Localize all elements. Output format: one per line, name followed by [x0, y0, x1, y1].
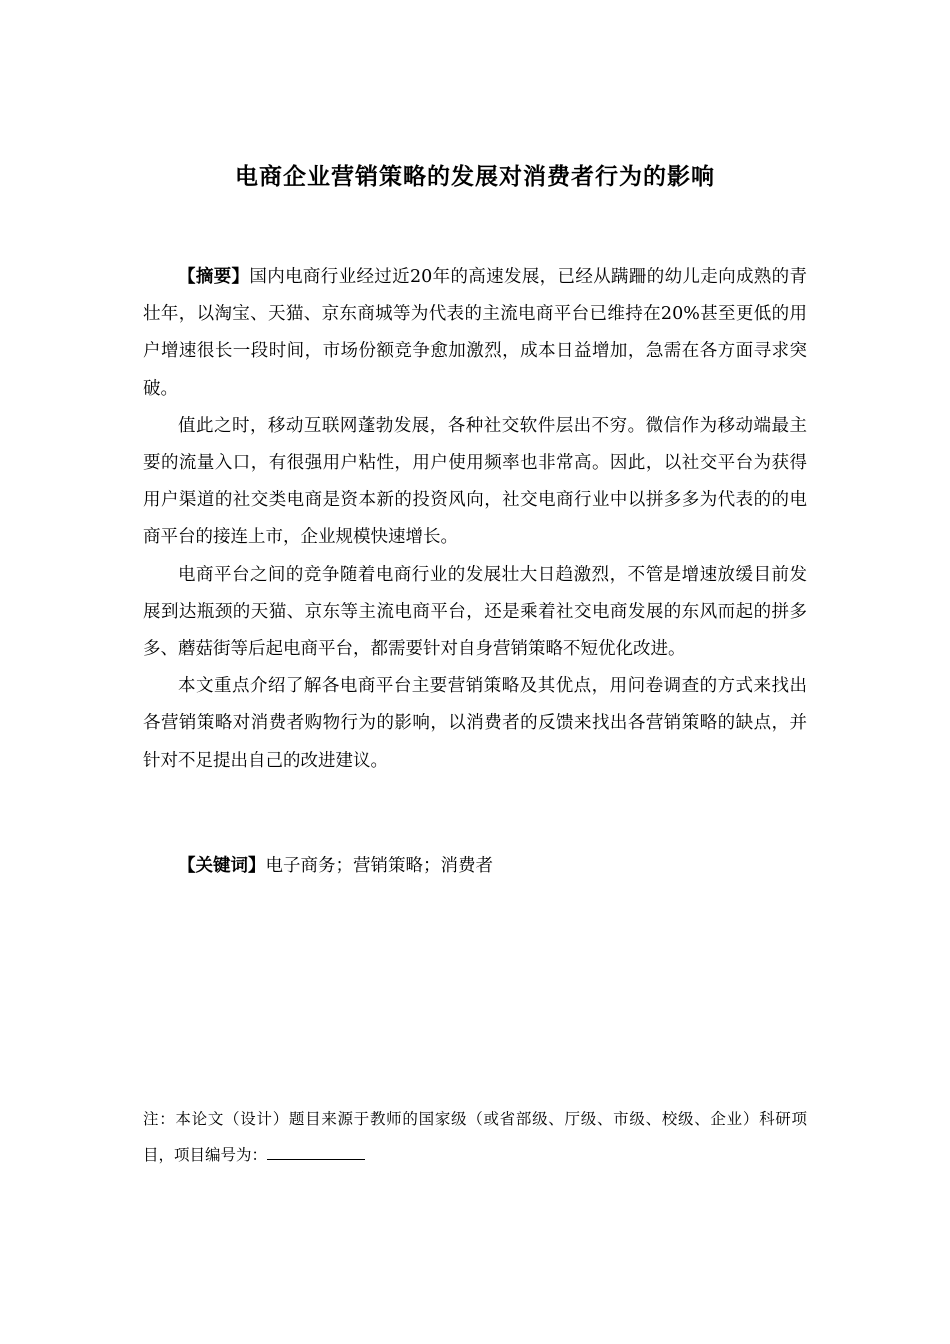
abstract-paragraph: [143, 259, 807, 408]
keywords-label: 【关键词】: [178, 856, 266, 876]
footnote-text: 注：本论文（设计）题目来源于教师的国家级（或省部级、厅级、市级、校级、企业）科研项目，项目编号为：: [143, 1110, 807, 1164]
project-number-blank: [267, 1143, 365, 1160]
keywords-line: [143, 848, 807, 885]
abstract-paragraph-text: 国内电商行业经过近20年的高速发展，已经从蹒跚的幼儿走向成熟的青壮年，以淘宝、天猫、京东商城等为代表的主流电商平台已维持在20%甚至更低的用户增速很长一段时间，市场份额竞争愈加激烈，成本日益增加，急需在各方面寻求突破。: [143, 267, 807, 399]
document-title: 电商企业营销策略的发展对消费者行为的影响: [235, 164, 715, 190]
abstract-paragraph: 本文重点介绍了解各电商平台主要营销策略及其优点，用问卷调查的方式来找出各营销策略对消费者购物行为的影响，以消费者的反馈来找出各营销策略的缺点，并针对不足提出自己的改进建议。: [143, 676, 807, 771]
abstract-paragraph: 电商平台之间的竞争随着电商行业的发展壮大日趋激烈，不管是增速放缓目前发展到达瓶颈的天猫、京东等主流电商平台，还是乘着社交电商发展的东风而起的拼多多、蘑菇街等后起电商平台，都需要针对自身营销策略不短优化改进。: [143, 564, 807, 660]
abstract-label: 【摘要】: [178, 267, 250, 287]
abstract-section: [143, 259, 807, 780]
keywords-text: 电子商务；营销策略；消费者: [265, 856, 493, 876]
abstract-paragraph: 值此之时，移动互联网蓬勃发展，各种社交软件层出不穷。微信作为移动端最主要的流量入口，有很强用户粘性，用户使用频率也非常高。因此，以社交平台为获得用户渠道的社交类电商是资本新的投资风向，社交电商行业中以拼多多为代表的的电商平台的接连上市，企业规模快速增长。: [143, 415, 807, 548]
footnote: [143, 1101, 807, 1173]
